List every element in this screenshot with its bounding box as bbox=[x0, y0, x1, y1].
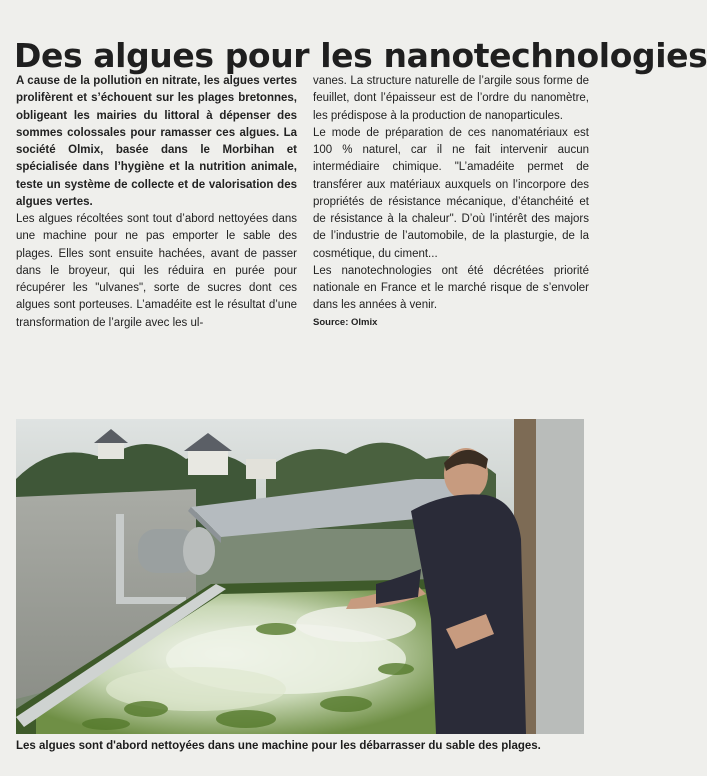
photo-illustration bbox=[16, 419, 584, 734]
article-paragraph: Les algues récoltées sont tout d’abord nettoyées dans une machine pour ne pas emporter le sable des plages. Elles sont ensuite hachées, avant de passer dans le broyeur, qui les réduira en purée pour récupérer les "ulvanes", sorte de sucres dont ces algues sont porteuses. L’amadéite est le résultat d’une transformation de l’argile avec les ul- bbox=[16, 213, 297, 329]
text-column-left bbox=[16, 73, 297, 332]
article-paragraph-continued: vanes. La structure naturelle de l’argile sous forme de feuillet, dont l’épaisseur est de l’ordre du nanomètre, les prédispose à la production de nanoparticules. bbox=[313, 75, 589, 122]
article-source: Source: Olmix bbox=[313, 316, 378, 328]
text-column-right bbox=[313, 73, 589, 330]
article-paragraph-2: Le mode de préparation de ces nanomatériaux est 100 % naturel, car il ne fait intervenir aucun intermédiaire chimique. "L’amadéite permet de transférer aux matériaux auxquels on l’incorpore des propriétés de résistance mécanique, d’étanchéité et de résistance à la chaleur". D’où l’intérêt des majors de l’industrie de l’automobile, de la plasturgie, de la cosmétique, du ciment... bbox=[313, 126, 589, 260]
article-lead: A cause de la pollution en nitrate, les algues vertes prolifèrent et s’échouent sur les plages bretonnes, obligeant les mairies du littoral à dépenser des sommes colossales pour ramasser ces algues. La société Olmix, basée dans le Morbihan et spécialisée dans l’hygiène et la nutrition animale, teste un système de collecte et de valorisation des algues vertes. bbox=[16, 75, 297, 208]
photo-caption: Les algues sont d'abord nettoyées dans une machine pour les débarrasser du sable des plages. bbox=[16, 740, 541, 752]
article-paragraph-3: Les nanotechnologies ont été décrétées priorité nationale en France et le marché risque de s’envoler dans les années à venir. bbox=[313, 264, 589, 312]
article-title: Des algues pour les nanotechnologies bbox=[14, 36, 707, 76]
article-photo bbox=[16, 419, 584, 734]
